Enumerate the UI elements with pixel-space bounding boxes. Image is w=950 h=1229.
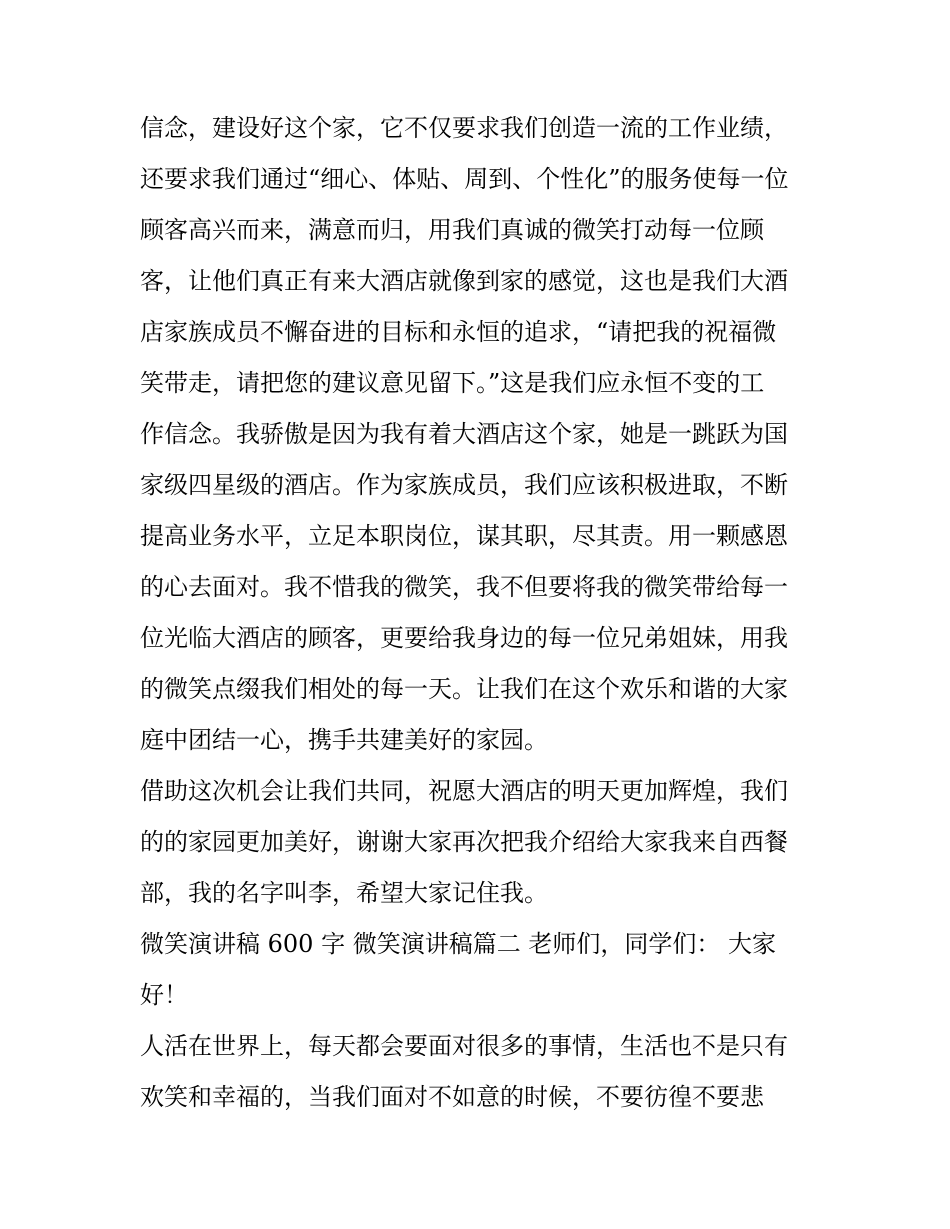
text-line: 借助这次机会让我们共同，祝愿大酒店的明天更加辉煌，我们 <box>140 777 788 805</box>
text-line: 的心去面对。我不惜我的微笑，我不但要将我的微笑带给每一 <box>140 573 788 601</box>
text-line: 顾客高兴而来，满意而归，用我们真诚的微笑打动每一位顾 <box>140 216 764 244</box>
text-line: 人活在世界上，每天都会要面对很多的事情，生活也不是只有 <box>140 1032 788 1060</box>
text-line: 的的家园更加美好，谢谢大家再次把我介绍给大家我来自西餐 <box>140 828 788 856</box>
text-line: 位光临大酒店的顾客，更要给我身边的每一位兄弟姐妹，用我 <box>140 624 788 652</box>
text-line: 家级四星级的酒店。作为家族成员，我们应该积极进取，不断 <box>140 471 788 499</box>
text-line: 笑带走，请把您的建议意见留下。”这是我们应永恒不变的工 <box>140 369 765 397</box>
text-line: 作信念。我骄傲是因为我有着大酒店这个家，她是一跳跃为国 <box>140 420 788 448</box>
text-line: 店家族成员不懈奋进的目标和永恒的追求，“请把我的祝福微 <box>140 318 777 346</box>
text-line: 提高业务水平，立足本职岗位，谋其职，尽其责。用一颗感恩 <box>140 522 788 550</box>
text-line: 信念，建设好这个家，它不仅要求我们创造一流的工作业绩， <box>140 114 788 142</box>
text-line: 客，让他们真正有来大酒店就像到家的感觉，这也是我们大酒 <box>140 267 788 295</box>
text-line: 庭中团结一心，携手共建美好的家园。 <box>140 726 548 754</box>
text-line: 好！ <box>140 981 188 1009</box>
text-line: 的微笑点缀我们相处的每一天。让我们在这个欢乐和谐的大家 <box>140 675 788 703</box>
text-line: 欢笑和幸福的，当我们面对不如意的时候，不要彷徨不要悲 <box>140 1083 764 1111</box>
body-text <box>140 103 820 1123</box>
text-line: 还要求我们通过“细心、体贴、周到、个性化”的服务使每一位 <box>140 165 789 193</box>
text-line: 微笑演讲稿 600 字 微笑演讲稿篇二 老师们，同学们： 大家 <box>140 930 776 958</box>
text-line: 部，我的名字叫李，希望大家记住我。 <box>140 879 548 907</box>
